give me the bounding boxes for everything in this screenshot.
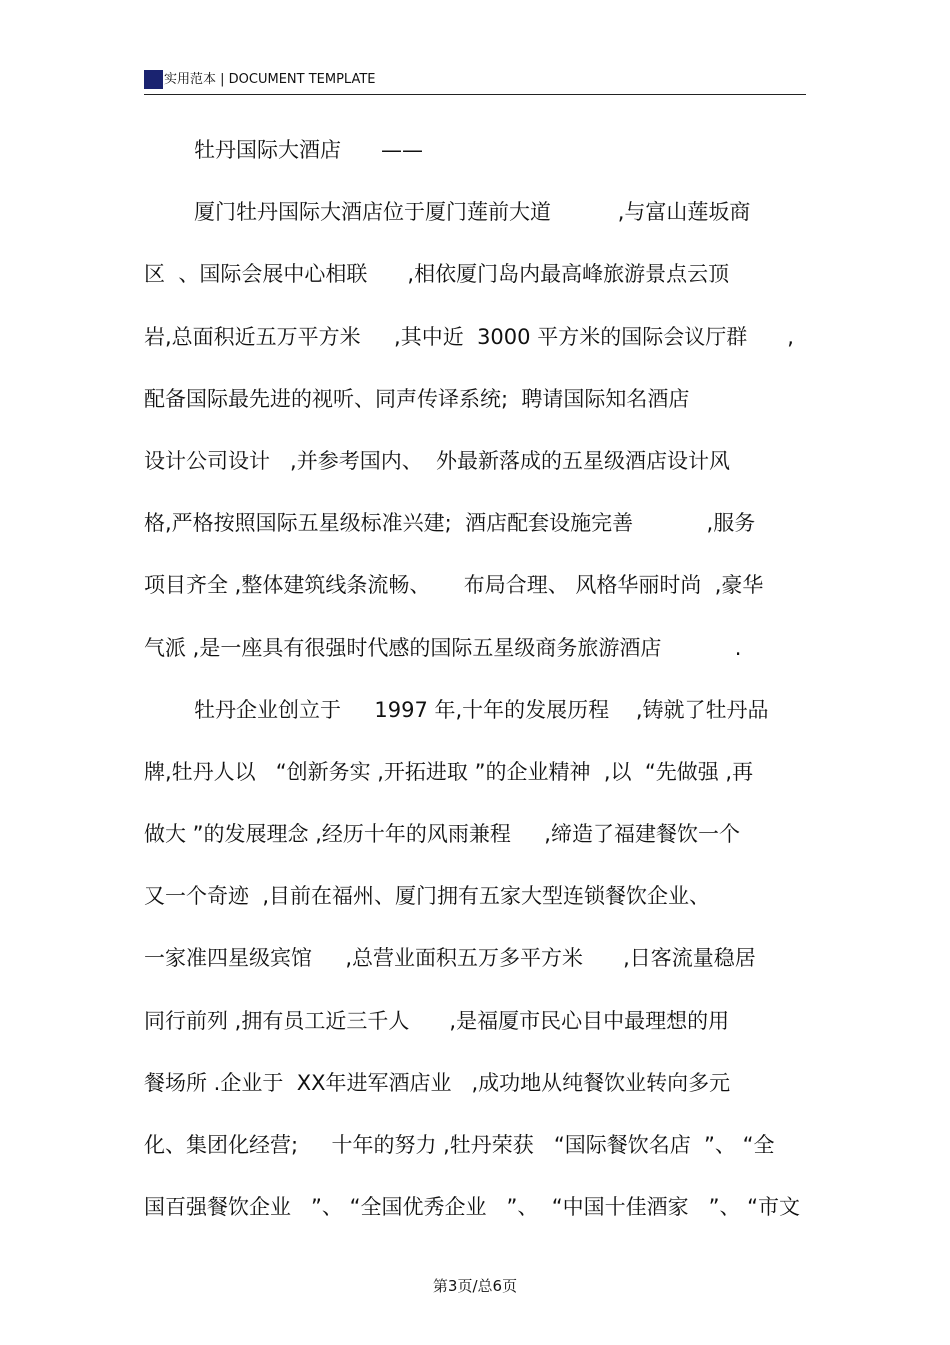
paragraph-line: 气派 ,是一座具有很强时代感的国际五星级商务旅游酒店 . <box>144 635 742 660</box>
paragraph-line: 岩,总面积近五万平方米 ,其中近 3000 平方米的国际会议厅群 , <box>144 324 794 349</box>
paragraph-line: 设计公司设计 ,并参考国内、 外最新落成的五星级酒店设计风 <box>144 448 731 473</box>
paragraph-line: 区 、国际会展中心相联 ,相依厦门岛内最高峰旅游景点云顶 <box>144 262 730 287</box>
paragraph-line: 国百强餐饮企业 ”、 “全国优秀企业 ”、 “中国十佳酒家 ”、 “市文 <box>144 1195 801 1220</box>
page-number-footer: 第3页/总6页 <box>432 1277 518 1295</box>
paragraph-line: 格,严格按照国际五星级标准兴建; 酒店配套设施完善 ,服务 <box>144 511 756 536</box>
header-logo-block <box>144 70 163 89</box>
paragraph-line: 牡丹企业创立于 1997 年,十年的发展历程 ,铸就了牡丹品 <box>194 697 769 722</box>
paragraph-line: 一家准四星级宾馆 ,总营业面积五万多平方米 ,日客流量稳居 <box>144 946 756 971</box>
paragraph-line: 项目齐全 ,整体建筑线条流畅、 布局合理、 风格华丽时尚 ,豪华 <box>144 573 764 598</box>
header-title: 实用范本 | DOCUMENT TEMPLATE <box>164 72 376 87</box>
paragraph-line: 餐场所 .企业于 XX年进军酒店业 ,成功地从纯餐饮业转向多元 <box>144 1070 731 1095</box>
heading-line: 牡丹国际大酒店 —— <box>194 138 424 162</box>
paragraph-line: 做大 ”的发展理念 ,经历十年的风雨兼程 ,缔造了福建餐饮一个 <box>144 822 740 847</box>
paragraph-line: 配备国际最先进的视听、同声传译系统; 聘请国际知名酒店 <box>144 386 690 411</box>
paragraph-line: 又一个奇迹 ,目前在福州、厦门拥有五家大型连锁餐饮企业、 <box>144 884 711 909</box>
paragraph-line: 牌,牡丹人以 “创新务实 ,开拓进取 ”的企业精神 ,以 “先做强 ,再 <box>144 759 754 784</box>
paragraph-line: 同行前列 ,拥有员工近三千人 ,是福厦市民心目中最理想的用 <box>144 1008 730 1033</box>
paragraph-line: 化、集团化经营; 十年的努力 ,牡丹荣获 “国际餐饮名店 ”、 “全 <box>144 1133 775 1157</box>
document-body <box>144 124 816 1243</box>
paragraph-line: 厦门牡丹国际大酒店位于厦门莲前大道 ,与富山莲坂商 <box>194 200 751 225</box>
page-header <box>144 68 806 95</box>
